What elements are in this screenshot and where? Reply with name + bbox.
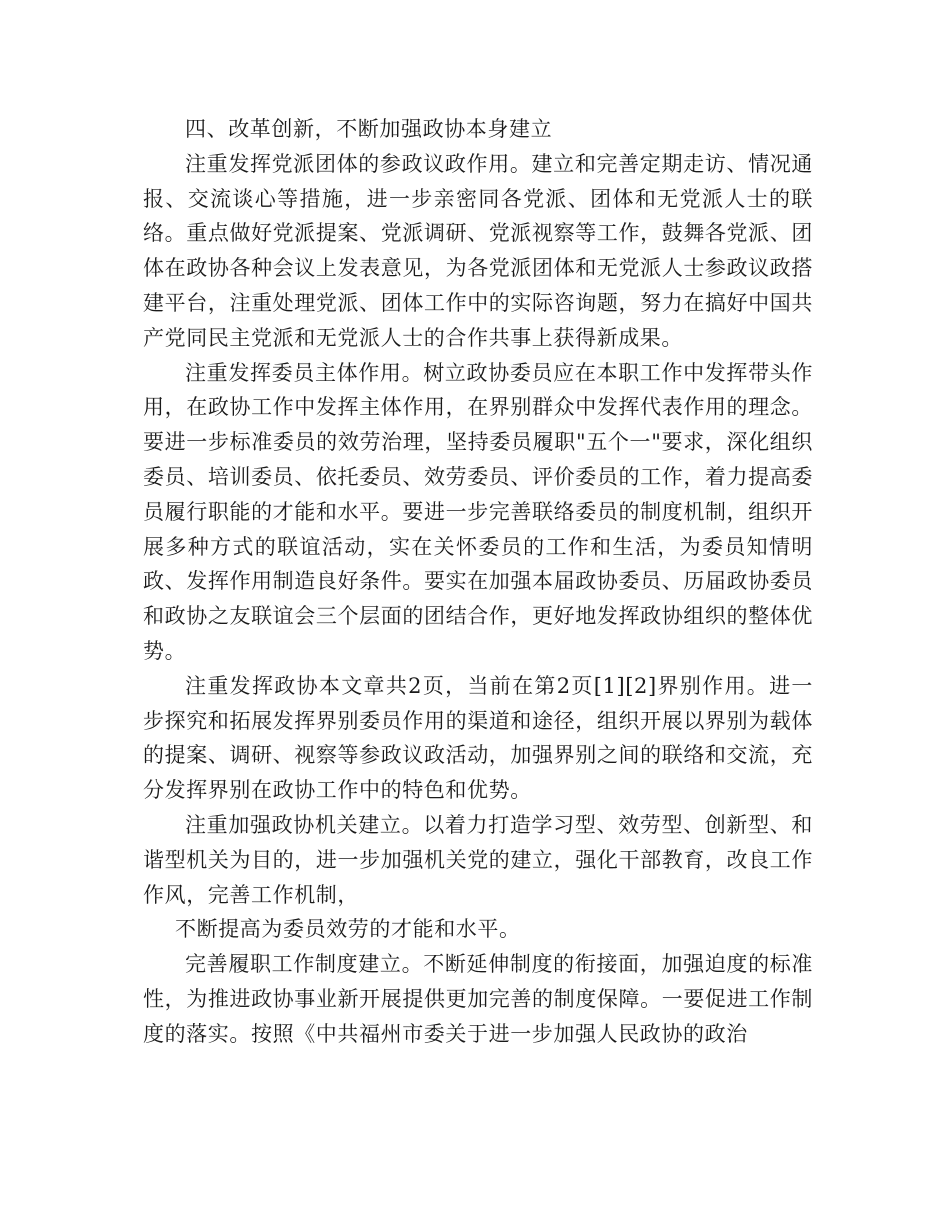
paragraph-organ-building: 注重加强政协机关建立。以着力打造学习型、效劳型、创新型、和谐型机关为目的，进一步加强机关党的建立，强化干部教育，改良工作作风，完善工作机制， bbox=[143, 812, 813, 907]
paragraph-continuation: 不断提高为委员效劳的才能和水平。 bbox=[175, 917, 521, 942]
paragraph-sector-role: 注重发挥政协本文章共2页，当前在第2页[1][2]界别作用。进一步探究和拓展发挥界别委员作用的渠道和途径，组织开展以界别为载体的提案、调研、视察等参政议政活动，加强界别之间的联络和交流，充分发挥界别在政协工作中的特色和优势。 bbox=[143, 673, 813, 803]
document-body bbox=[143, 112, 813, 1052]
paragraph-party-groups: 注重发挥党派团体的参政议政作用。建立和完善定期走访、情况通报、交流谈心等措施，进一步亲密同各党派、团体和无党派人士的联络。重点做好党派提案、党派调研、党派视察等工作，鼓舞各党派、团体在政协各种会议上发表意见，为各党派团体和无党派人士参政议政搭建平台，注重处理党派、团体工作中的实际咨询题，努力在搞好中国共产党同民主党派和无党派人士的合作共事上获得新成果。 bbox=[143, 151, 813, 350]
section-heading: 四、改革创新，不断加强政协本身建立 bbox=[185, 117, 553, 141]
paragraph-member-role: 注重发挥委员主体作用。树立政协委员应在本职工作中发挥带头作用，在政协工作中发挥主体作用，在界别群众中发挥代表作用的理念。要进一步标准委员的效劳治理，坚持委员履职"五个一"要求，深化组织委员、培训委员、依托委员、效劳委员、评价委员的工作，着力提高委员履行职能的才能和水平。要进一步完善联络委员的制度机制，组织开展多种方式的联谊活动，实在关怀委员的工作和生活，为委员知情明政、发挥作用制造良好条件。要实在加强本届政协委员、历届政协委员和政协之友联谊会三个层面的团结合作，更好地发挥政协组织的整体优势。 bbox=[143, 360, 813, 663]
paragraph-system-building: 完善履职工作制度建立。不断延伸制度的衔接面，加强迫度的标准性，为推进政协事业新开展提供更加完善的制度保障。一要促进工作制度的落实。按照《中共福州市委关于进一步加强人民政协的政治 bbox=[143, 952, 813, 1046]
